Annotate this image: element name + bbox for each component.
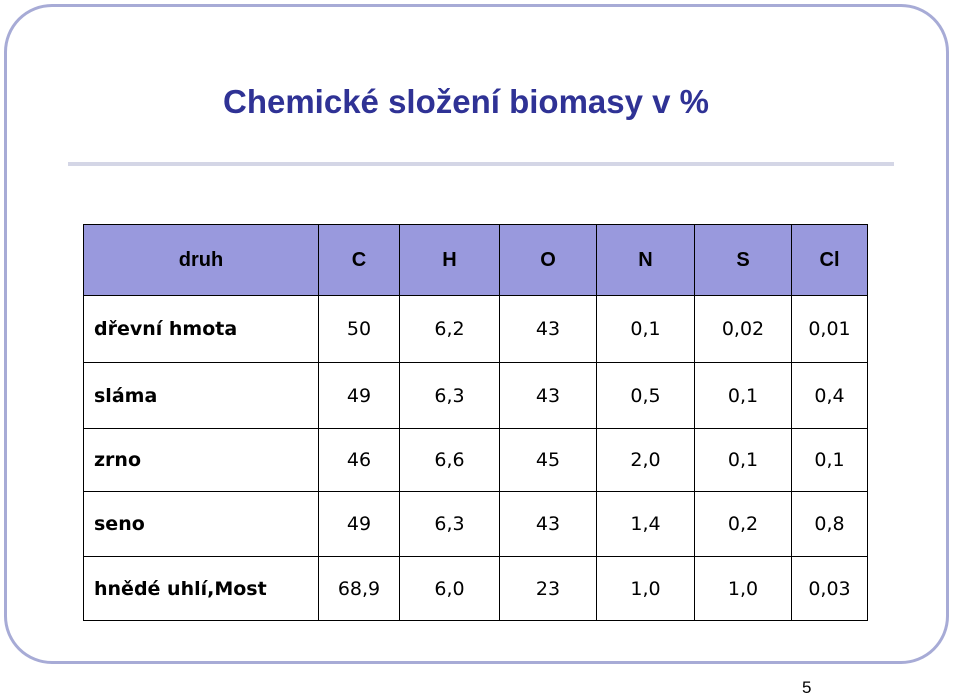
header-cl: Cl — [792, 225, 868, 296]
row-label: seno — [84, 492, 319, 557]
cell-c: 46 — [319, 429, 400, 492]
cell-s: 0,02 — [695, 296, 792, 363]
cell-o: 43 — [500, 492, 597, 557]
cell-o: 43 — [500, 296, 597, 363]
cell-h: 6,3 — [400, 363, 500, 429]
cell-s: 0,2 — [695, 492, 792, 557]
cell-o: 23 — [500, 557, 597, 621]
table-row — [84, 363, 868, 429]
cell-o: 45 — [500, 429, 597, 492]
header-c: C — [319, 225, 400, 296]
table-row — [84, 296, 868, 363]
cell-n: 1,4 — [597, 492, 695, 557]
slide-title: Chemické složení biomasy v % — [223, 83, 710, 120]
cell-s: 1,0 — [695, 557, 792, 621]
cell-cl: 0,01 — [792, 296, 868, 363]
cell-n: 0,1 — [597, 296, 695, 363]
cell-h: 6,3 — [400, 492, 500, 557]
cell-n: 0,5 — [597, 363, 695, 429]
cell-h: 6,0 — [400, 557, 500, 621]
cell-cl: 0,1 — [792, 429, 868, 492]
cell-o: 43 — [500, 363, 597, 429]
cell-cl: 0,4 — [792, 363, 868, 429]
row-label: dřevní hmota — [84, 296, 319, 363]
cell-s: 0,1 — [695, 429, 792, 492]
cell-cl: 0,03 — [792, 557, 868, 621]
cell-h: 6,6 — [400, 429, 500, 492]
header-o: O — [500, 225, 597, 296]
cell-c: 50 — [319, 296, 400, 363]
title-divider — [68, 162, 894, 166]
table-header-row — [84, 225, 868, 296]
cell-s: 0,1 — [695, 363, 792, 429]
header-druh: druh — [84, 225, 319, 296]
header-n: N — [597, 225, 695, 296]
cell-c: 68,9 — [319, 557, 400, 621]
row-label: sláma — [84, 363, 319, 429]
cell-n: 1,0 — [597, 557, 695, 621]
cell-c: 49 — [319, 492, 400, 557]
cell-h: 6,2 — [400, 296, 500, 363]
table-row — [84, 429, 868, 492]
table-row — [84, 492, 868, 557]
cell-cl: 0,8 — [792, 492, 868, 557]
page-number: 5 — [802, 678, 812, 697]
row-label: zrno — [84, 429, 319, 492]
header-h: H — [400, 225, 500, 296]
composition-table — [83, 224, 868, 621]
table-row — [84, 557, 868, 621]
row-label: hnědé uhlí,Most — [84, 557, 319, 621]
cell-c: 49 — [319, 363, 400, 429]
header-s: S — [695, 225, 792, 296]
cell-n: 2,0 — [597, 429, 695, 492]
